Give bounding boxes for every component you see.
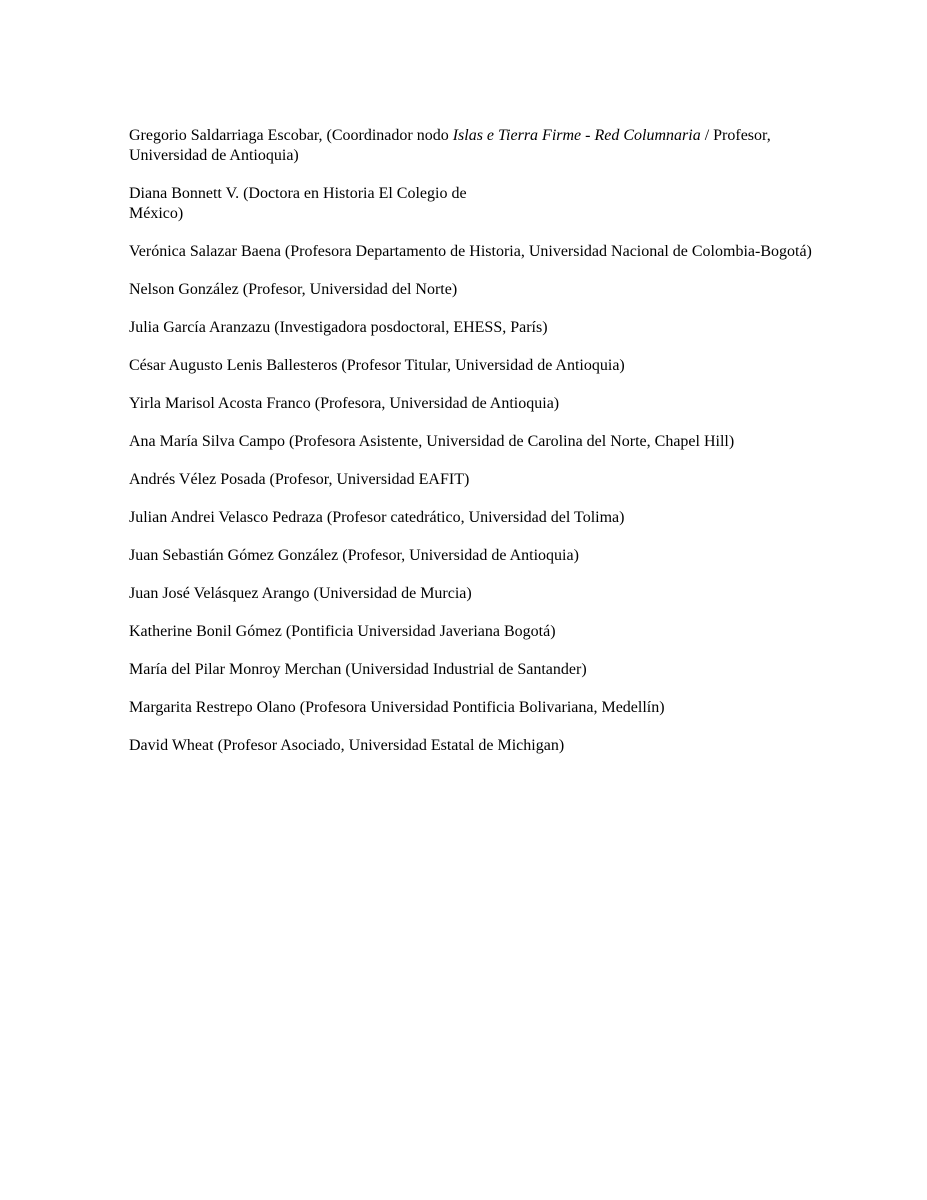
contributor-list (129, 126, 819, 774)
contributor-entry: Margarita Restrepo Olano (Profesora Universidad Pontificia Bolivariana, Medellín) (129, 699, 665, 716)
contributor-entry: Nelson González (Profesor, Universidad del Norte) (129, 281, 458, 298)
contributor-entry: María del Pilar Monroy Merchan (Universidad Industrial de Santander) (129, 661, 587, 678)
contributor-entry: Yirla Marisol Acosta Franco (Profesora, Universidad de Antioquia) (129, 395, 560, 412)
contributor-entry: Verónica Salazar Baena (Profesora Departamento de Historia, Universidad Nacional de Colombia-Bogotá) (129, 243, 812, 260)
contributor-entry: David Wheat (Profesor Asociado, Universidad Estatal de Michigan) (129, 737, 565, 754)
entry-italic-text: Red Columnaria (594, 127, 701, 144)
contributor-entry: Julian Andrei Velasco Pedraza (Profesor catedrático, Universidad del Tolima) (129, 509, 625, 526)
contributor-entry: Juan José Velásquez Arango (Universidad de Murcia) (129, 585, 472, 602)
contributor-entry: Julia García Aranzazu (Investigadora posdoctoral, EHESS, París) (129, 319, 548, 336)
contributor-entry: Andrés Vélez Posada (Profesor, Universidad EAFIT) (129, 471, 470, 488)
contributor-entry: Juan Sebastián Gómez González (Profesor, Universidad de Antioquia) (129, 547, 579, 564)
contributor-entry: Katherine Bonil Gómez (Pontificia Universidad Javeriana Bogotá) (129, 623, 556, 640)
entry-text: - (581, 127, 595, 144)
contributor-entry: Ana María Silva Campo (Profesora Asistente, Universidad de Carolina del Norte, Chapel Hill) (129, 433, 735, 450)
entry-text: / Profesor, Universidad de Antioquia) (129, 127, 771, 164)
contributor-entry: Diana Bonnett V. (Doctora en Historia El Colegio de México) (129, 185, 467, 222)
contributor-entry (129, 126, 819, 166)
entry-text: Gregorio Saldarriaga Escobar, (Coordinador nodo (129, 127, 453, 144)
contributor-entry: César Augusto Lenis Ballesteros (Profesor Titular, Universidad de Antioquia) (129, 357, 625, 374)
entry-italic-text: Islas e Tierra Firme (452, 127, 582, 144)
